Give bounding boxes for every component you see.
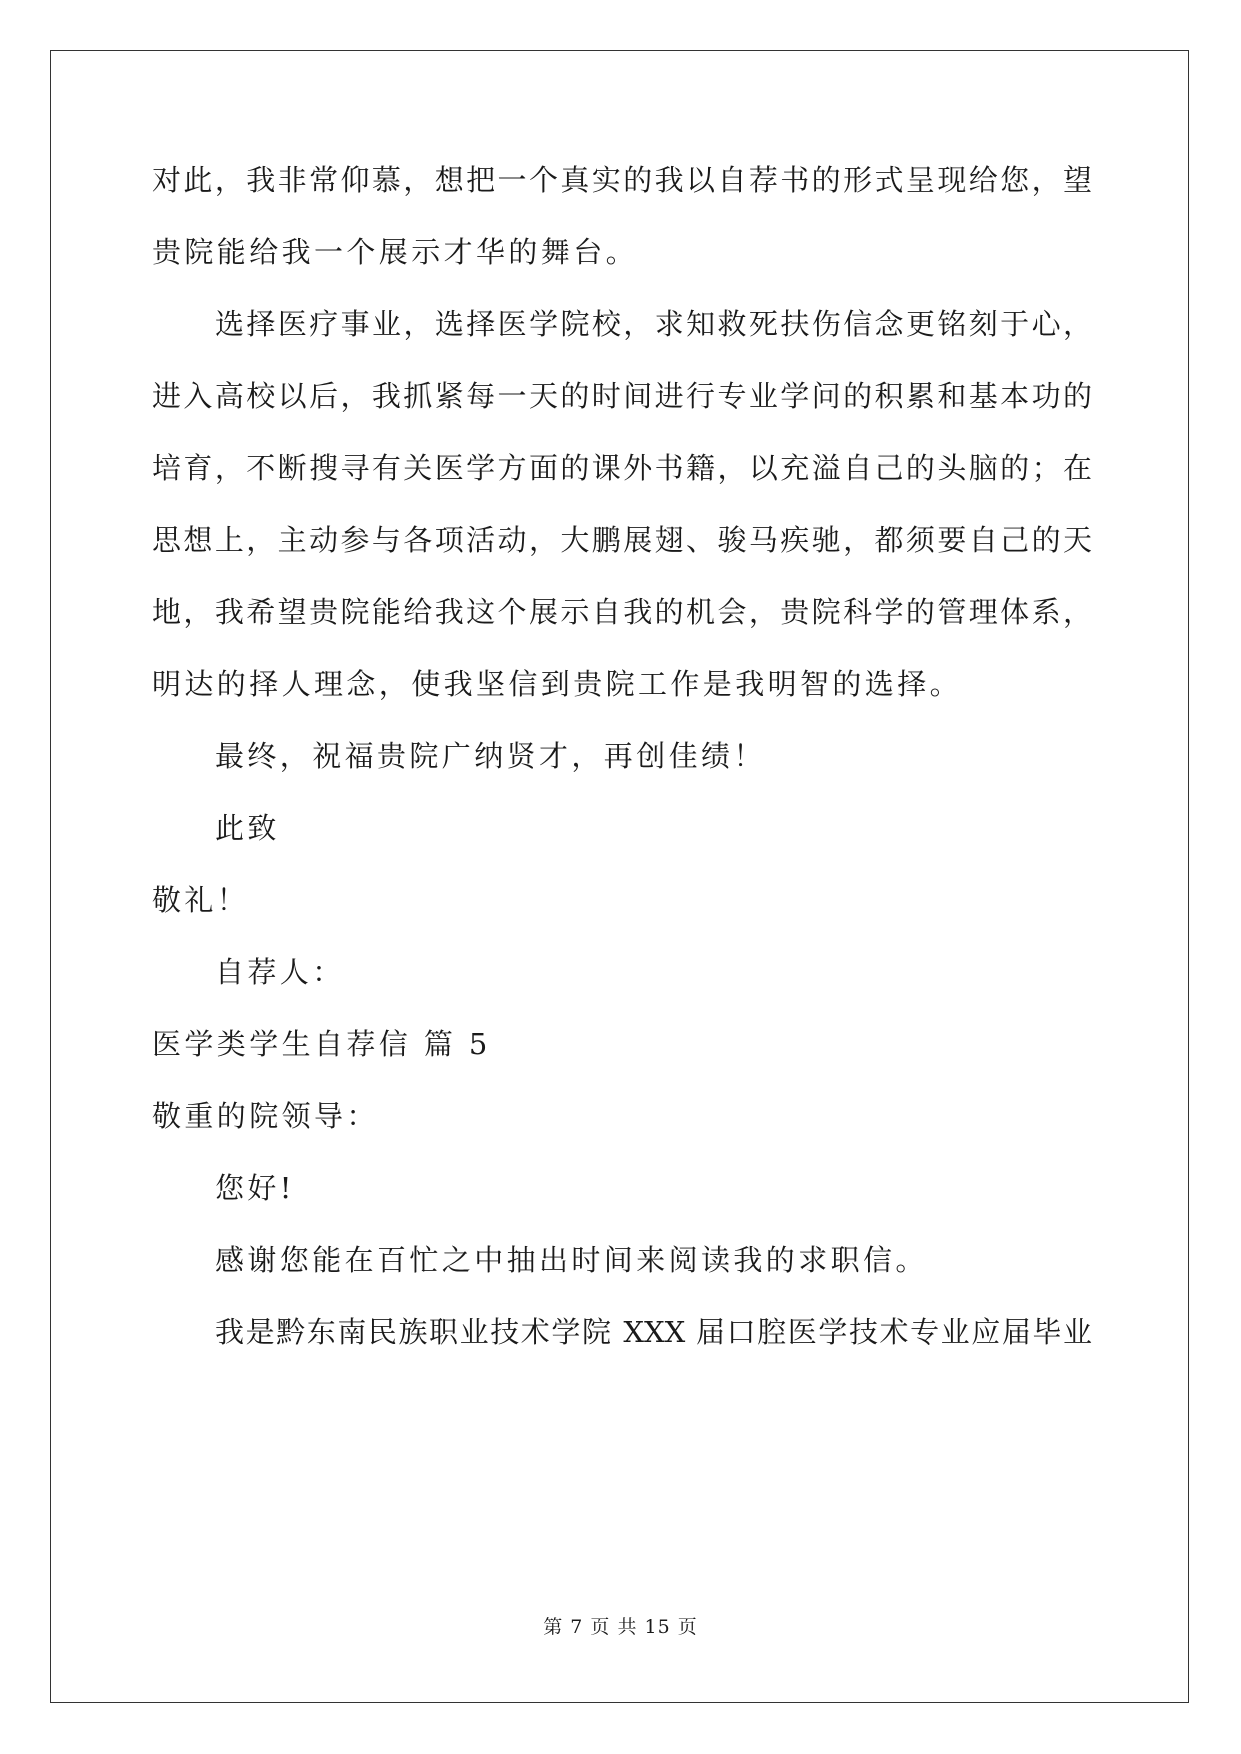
salutation-line: 敬礼！	[152, 883, 250, 917]
signature-line: 自荐人：	[215, 955, 345, 989]
text-line: 贵院能给我一个展示才华的舞台。	[152, 235, 639, 269]
text-line: 明达的择人理念，使我坚信到贵院工作是我明智的选择。	[152, 667, 963, 701]
text-line: 选择医疗事业，选择医学院校，求知救死扶伤信念更铭刻于心，	[215, 307, 1092, 341]
page-border	[50, 50, 1189, 1703]
text-line: 感谢您能在百忙之中抽出时间来阅读我的求职信。	[215, 1243, 928, 1277]
text-line: 思想上，主动参与各项活动，大鹏展翅、骏马疾驰，都须要自己的天	[152, 523, 1092, 557]
greeting-line: 您好!	[215, 1171, 295, 1205]
page-number-footer: 第 7 页 共 15 页	[543, 1616, 698, 1638]
text-line: 地，我希望贵院能给我这个展示自我的机会，贵院科学的管理体系，	[152, 595, 1092, 629]
salutation-line: 此致	[215, 811, 280, 845]
text-line: 我是黔东南民族职业技术学院 XXX 届口腔医学技术专业应届毕业	[215, 1315, 1092, 1349]
section-heading: 医学类学生自荐信 篇 5	[152, 1027, 491, 1061]
text-line: 进入高校以后，我抓紧每一天的时间进行专业学问的积累和基本功的	[152, 379, 1092, 413]
greeting-line: 敬重的院领导：	[152, 1099, 379, 1133]
text-line: 对此，我非常仰慕，想把一个真实的我以自荐书的形式呈现给您，望	[152, 163, 1092, 197]
text-line: 培育，不断搜寻有关医学方面的课外书籍，以充溢自己的头脑的；在	[152, 451, 1092, 485]
text-line: 最终，祝福贵院广纳贤才，再创佳绩！	[215, 739, 766, 773]
